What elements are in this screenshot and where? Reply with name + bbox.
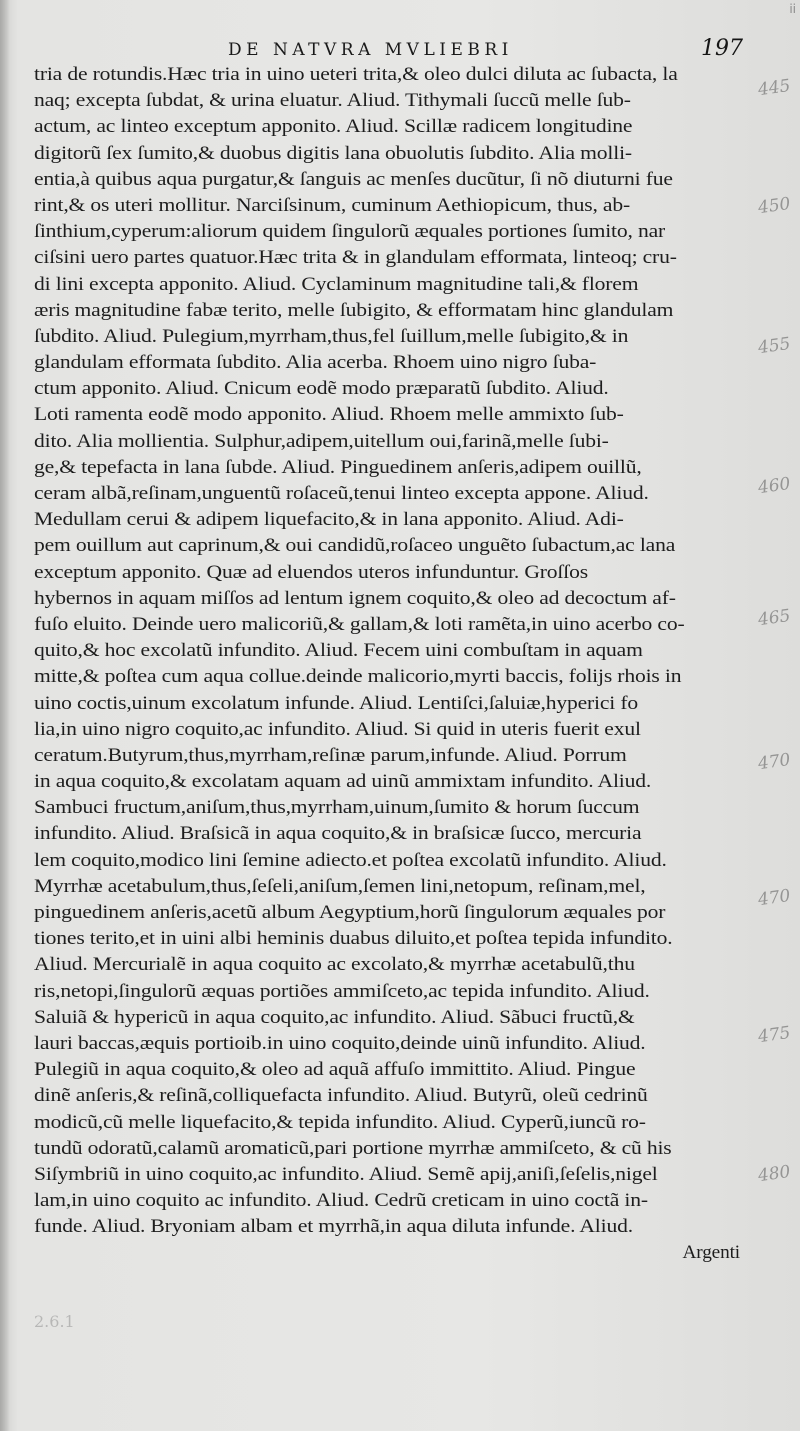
text-line: Aliud. Mercurialẽ in aqua coquito ac excolato,& myrrhæ acetabulũ,thu xyxy=(34,954,635,976)
text-line: exceptum apponito. Quæ ad eluendos uteros infunduntur. Groſſos xyxy=(34,561,588,583)
corner-mark: ii xyxy=(789,2,796,16)
text-line: digitorũ ſex ſumito,& duobus digitis lana obuolutis ſubdito. Alia molli- xyxy=(34,142,632,164)
text-line: Myrrhæ acetabulum,thus,ſeſeli,aniſum,ſemen lini,netopum, reſinam,mel, xyxy=(34,875,646,897)
text-line: tiones terito,et in uini albi heminis duabus diluito,et poſtea tepida infundito. xyxy=(34,928,673,950)
text-line: modicũ,cũ melle liquefacito,& tepida infundito. Aliud. Cyperũ,iuncũ ro- xyxy=(34,1111,646,1133)
text-line: infundito. Aliud. Braſsicã in aqua coquito,& in braſsicæ ſucco, mercuria xyxy=(34,823,642,845)
text-line: ceram albã,reſinam,unguentũ roſaceũ,tenui linteo excepta appone. Aliud. xyxy=(34,483,649,504)
margin-note: 470 xyxy=(756,885,792,911)
text-line: rint,& os uteri mollitur. Narciſsinum, cuminum Aethiopicum, thus, ab- xyxy=(34,194,631,216)
text-line: ge,& tepefacta in lana ſubde. Aliud. Pinguedinem anſeris,adipem ouillũ, xyxy=(34,456,642,478)
text-line: glandulam efformata ſubdito. Alia acerba. Rhoem uino nigro ſuba- xyxy=(34,352,597,374)
text-block xyxy=(34,62,746,1267)
text-line: fuſo eluito. Deinde uero malicoriũ,& gallam,& loti ramẽta,in uino acerbo co- xyxy=(34,613,685,635)
text-line: lam,in uino coquito ac infundito. Aliud. Cedrũ creticam in uino coctã in- xyxy=(34,1190,648,1212)
text-line: di lini excepta apponito. Aliud. Cyclaminum magnitudine tali,& florem xyxy=(34,273,639,295)
margin-note: 465 xyxy=(756,605,792,631)
text-line: actum, ac linteo exceptum apponito. Aliud. Scillæ radicem longitudine xyxy=(34,116,633,138)
text-line: Sambuci fructum,aniſum,thus,myrrham,uinum,ſumito & horum ſuccum xyxy=(34,797,640,819)
margin-note: 460 xyxy=(756,473,792,499)
margin-note: 480 xyxy=(756,1161,792,1187)
text-line: lauri baccas,æquis portioib.in uino coquito,deinde uinũ infundito. Aliud. xyxy=(34,1032,646,1054)
running-title: DE NATVRA MVLIEBRI xyxy=(228,40,513,60)
text-line: ceratum.Butyrum,thus,myrrham,reſinæ parum,infunde. Aliud. Porrum xyxy=(34,744,627,766)
margin-note: 450 xyxy=(756,193,792,219)
text-line: tundũ odoratũ,calamũ aromaticũ,pari portione myrrhæ ammiſceto, & cũ his xyxy=(34,1137,672,1159)
text-line: æris magnitudine fabæ terito, melle ſubigito, & efformatam hinc glandulam xyxy=(34,299,674,321)
catchword: Argenti xyxy=(682,1242,740,1264)
margin-note: 455 xyxy=(756,333,792,359)
text-line: tria de rotundis.Hæc tria in uino ueteri trita,& oleo dulci diluta ac ſubacta, la xyxy=(34,64,678,85)
text-line: naq; excepta ſubdat, & urina eluatur. Aliud. Tithymali ſuccũ melle ſub- xyxy=(34,90,631,112)
text-line: ſinthium,cyperum:aliorum quidem ſingulorũ æquales portiones ſumito, nar xyxy=(34,221,666,243)
margin-note: 470 xyxy=(756,749,792,775)
text-line: pinguedinem anſeris,acetũ album Aegyptium,horũ ſingulorum æquales por xyxy=(34,902,666,923)
text-line: dito. Alia mollientia. Sulphur,adipem,uitellum oui,farinã,melle ſubi- xyxy=(34,430,609,452)
text-line: entia,à quibus aqua purgatur,& ſanguis ac menſes ducũtur, ſi nõ diuturni fue xyxy=(34,168,673,190)
text-line: ſubdito. Aliud. Pulegium,myrrham,thus,fel ſuillum,melle ſubigito,& in xyxy=(34,325,629,347)
text-line: hybernos in aquam miſſos ad lentum ignem coquito,& oleo ad decoctum af- xyxy=(34,587,676,609)
text-line: pem ouillum aut caprinum,& oui candidũ,roſaceo unguẽto ſubactum,ac lana xyxy=(34,535,676,557)
margin-notes xyxy=(752,0,800,1431)
text-line: in aqua coquito,& excolatam aquam ad uinũ ammixtam infundito. Aliud. xyxy=(34,771,652,793)
margin-note: 475 xyxy=(756,1022,792,1048)
text-line: quito,& hoc excolatũ infundito. Aliud. Fecem uini combuſtam in aquam xyxy=(34,640,643,662)
text-line: lia,in uino nigro coquito,ac infundito. Aliud. Si quid in uteris fuerit exul xyxy=(34,718,641,740)
text-line: Medullam cerui & adipem liquefacito,& in lana apponito. Aliud. Adi- xyxy=(34,509,624,531)
text-line: ciſsini uero partes quatuor.Hæc trita & in glandulam efformata, linteoq; cru- xyxy=(34,247,677,269)
text-line: Pulegiũ in aqua coquito,& oleo ad aquã affuſo immittito. Aliud. Pingue xyxy=(34,1059,636,1081)
text-line: ris,netopi,ſingulorũ æquas portiões ammiſceto,ac tepida infundito. Aliud. xyxy=(34,980,650,1002)
text-line: uino coctis,uinum excolatum infunde. Aliud. Lentiſci,ſaluiæ,hyperici fo xyxy=(34,692,639,714)
text-line: ctum apponito. Aliud. Cnicum eodẽ modo præparatũ ſubdito. Aliud. xyxy=(34,378,609,400)
text-line: dinẽ anſeris,& reſinã,colliquefacta infundito. Aliud. Butyrũ, oleũ cedrinũ xyxy=(34,1085,648,1107)
text-line: funde. Aliud. Bryoniam albam et myrrhã,in aqua diluta infunde. Aliud. xyxy=(34,1216,633,1238)
text-line: Loti ramenta eodẽ modo apponito. Aliud. Rhoem melle ammixto ſub- xyxy=(34,404,624,426)
text-line: mitte,& poſtea cum aqua collue.deinde malicorio,myrti baccis, folijs rhois in xyxy=(34,666,682,688)
text-line: lem coquito,modico lini ſemine adiecto.et poſtea excolatũ infundito. Aliud. xyxy=(34,849,667,871)
text-line: Siſymbriũ in uino coquito,ac infundito. Aliud. Semẽ apij,aniſi,ſeſelis,nigel xyxy=(34,1163,658,1185)
text-line: Saluiã & hypericũ in aqua coquito,ac infundito. Aliud. Sãbuci fructũ,& xyxy=(34,1006,635,1028)
foot-mark: 2.6.1 xyxy=(34,1312,75,1331)
page-number: 197 xyxy=(701,36,743,61)
margin-note: 445 xyxy=(756,75,792,101)
